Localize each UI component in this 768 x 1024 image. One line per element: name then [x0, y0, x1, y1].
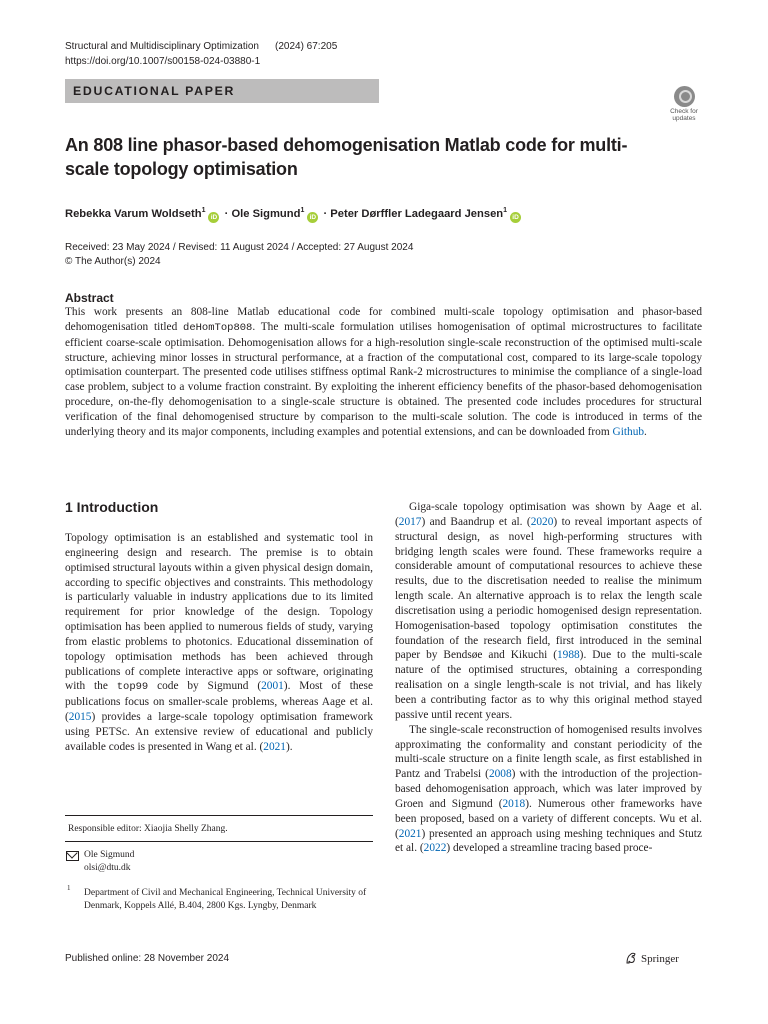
citation-link[interactable]: 2015 [68, 711, 92, 724]
code-name: deHomTop808 [183, 321, 253, 334]
check-updates-icon [674, 86, 695, 107]
author-list [65, 204, 523, 223]
author-affiliation: 1 [300, 207, 305, 214]
article-type-label: EDUCATIONAL PAPER [73, 84, 236, 98]
author-affiliation: 1 [503, 207, 508, 214]
corresponding-email[interactable]: olsi@dtu.dk [84, 863, 131, 873]
github-link[interactable]: Github [612, 425, 645, 438]
responsible-editor: Responsible editor: Xiaojia Shelly Zhang. [68, 824, 228, 834]
footnote-divider [65, 815, 373, 816]
author-separator: · [221, 208, 232, 220]
author-name: Rebekka Varum Woldseth [65, 208, 202, 220]
citation-link[interactable]: 2021 [263, 740, 286, 753]
paper-title: An 808 line phasor-based dehomogenisation Matlab code for multi-scale topology optimisation [65, 135, 628, 179]
citation-link[interactable]: 2018 [502, 797, 526, 810]
corresponding-author: Ole Sigmund [84, 850, 135, 860]
orcid-icon[interactable]: iD [208, 212, 219, 223]
author-name: Peter Dørffler Ladegaard Jensen [330, 208, 504, 220]
citation-link[interactable]: 2022 [423, 842, 447, 855]
citation-link[interactable]: 2021 [398, 827, 422, 840]
code-name: top99 [116, 681, 149, 694]
doi-link[interactable]: https://doi.org/10.1007/s00158-024-03880-1 [65, 56, 261, 67]
footnote-divider [65, 841, 373, 842]
intro-paragraph: Topology optimisation is an established and systematic tool in engineering design and research. The premise is to obtain optimised structural layouts within a given physical design domain, according to specific objectives and constraints. This methodology is particularly valuable in industry applications due to its limited requirement for prior knowledge of the design. Topology optimisation has been applied to numerous fields of study, varying from elastic problems to photonics. Educational dissemination of topology optimisation methods has been achieved through publications of complete interactive apps or software, originating with the top99 code by Sigmund (2001). Most of these publications focus on smaller-scale problems, whereas Aage et al. (2015) provides a large-scale topology optimisation framework using PETSc. An extensive review of educational and publicly available codes is presented in Wang et al. (2021). [65, 532, 374, 753]
citation-link[interactable]: 2001 [261, 680, 284, 693]
orcid-icon[interactable]: iD [510, 212, 521, 223]
journal-name: Structural and Multidisciplinary Optimization [65, 41, 259, 52]
published-date: Published online: 28 November 2024 [65, 953, 229, 964]
intro-paragraph: The single-scale reconstruction of homogenised results involves approximating the conformality and constant periodicity of the multi-scale structure on a finite length scale, as first established in Pantz and Trabelsi (2008) with the introduction of the projection-based dehomogenisation approach, which was later improved by Groen and Sigmund (2018). Numerous other frameworks have been proposed, based on a variety of different concepts. Wu et al. (2021) presented an approach using meshing techniques and Stutz et al. (2022) developed a streamline tracing based proce- [395, 723, 702, 855]
citation-link[interactable]: 2020 [530, 515, 554, 528]
orcid-icon[interactable]: iD [307, 212, 318, 223]
publisher-name: Springer [641, 953, 679, 965]
citation-link[interactable]: 2017 [398, 515, 422, 528]
author-affiliation: 1 [201, 207, 206, 214]
check-updates-text: Check for updates [670, 108, 698, 122]
section-heading: 1 Introduction [65, 499, 159, 515]
citation-link[interactable]: 2008 [488, 768, 512, 781]
author-name: Ole Sigmund [231, 208, 301, 220]
springer-horse-icon [624, 951, 638, 965]
abstract-text: This work presents an 808-line Matlab educational code for combined multi-scale topology optimisation and phasor-based dehomogenisation titled deHomTop808. The multi-scale formulation utilises homogenisation of optimal microstructures to facilitate efficient coarse-scale optimisation. Dehomogenisation allows for a high-resolution single-scale reconstruction of the optimised multi-scale structure, achieving minor losses in structural performance, at a fraction of the computational cost, compared to its large-scale topology optimisation counterpart. The presented code utilises stiffness optimal Rank-2 microstructures to minimise the compliance of a single-load case problem, subject to a volume fraction constraint. By exploiting the inherent efficiency benefits of the phasor-based dehomogenisation procedure, on-the-fly dehomogenisation to a single-scale structure is obtained. The presented code includes procedures for structural verification of the final dehomogenised structure by comparison to the multi-scale solution. The code is introduced in terms of the underlying theory and its major components, including examples and potential extensions, and can be downloaded from Github. [65, 306, 702, 438]
volume-info: (2024) 67:205 [275, 41, 338, 52]
author-separator: · [320, 208, 331, 220]
copyright-notice: © The Author(s) 2024 [65, 256, 161, 267]
envelope-icon [66, 851, 79, 861]
affiliation-number: 1 [67, 884, 71, 892]
intro-paragraph: Giga-scale topology optimisation was shown by Aage et al. (2017) and Baandrup et al. (2020) to reveal important aspects of structural design, as novel high-performing structures with bridging length scales were found. These frameworks require a considerable amount of computational resources to achieve these results, due to the discretisation needed to realise the minimum length scale. An alternative approach is to relax the length scale discretisation using a periodic homogenised design representation. Homogenisation-based topology optimisation constitutes the foundation of the research field, first introduced in the seminal paper by Bendsøe and Kikuchi (1988). Due to the multi-scale nature of the optimised structures, obtaining a corresponding realisation on a single length-scale is not trivial, and has likely been a contributing factor as to why this original method stayed passive until recent years. [395, 501, 703, 721]
right-column [395, 500, 702, 856]
citation-link[interactable]: 1988 [556, 649, 580, 662]
article-dates: Received: 23 May 2024 / Revised: 11 August 2024 / Accepted: 27 August 2024 [65, 242, 414, 253]
abstract-heading: Abstract [65, 291, 114, 305]
check-for-updates-badge[interactable] [664, 86, 704, 126]
affiliation-text: Department of Civil and Mechanical Engineering, Technical University of Denmark, Koppels Allé, B.404, 2800 Kgs. Lyngby, Denmark [84, 888, 367, 911]
